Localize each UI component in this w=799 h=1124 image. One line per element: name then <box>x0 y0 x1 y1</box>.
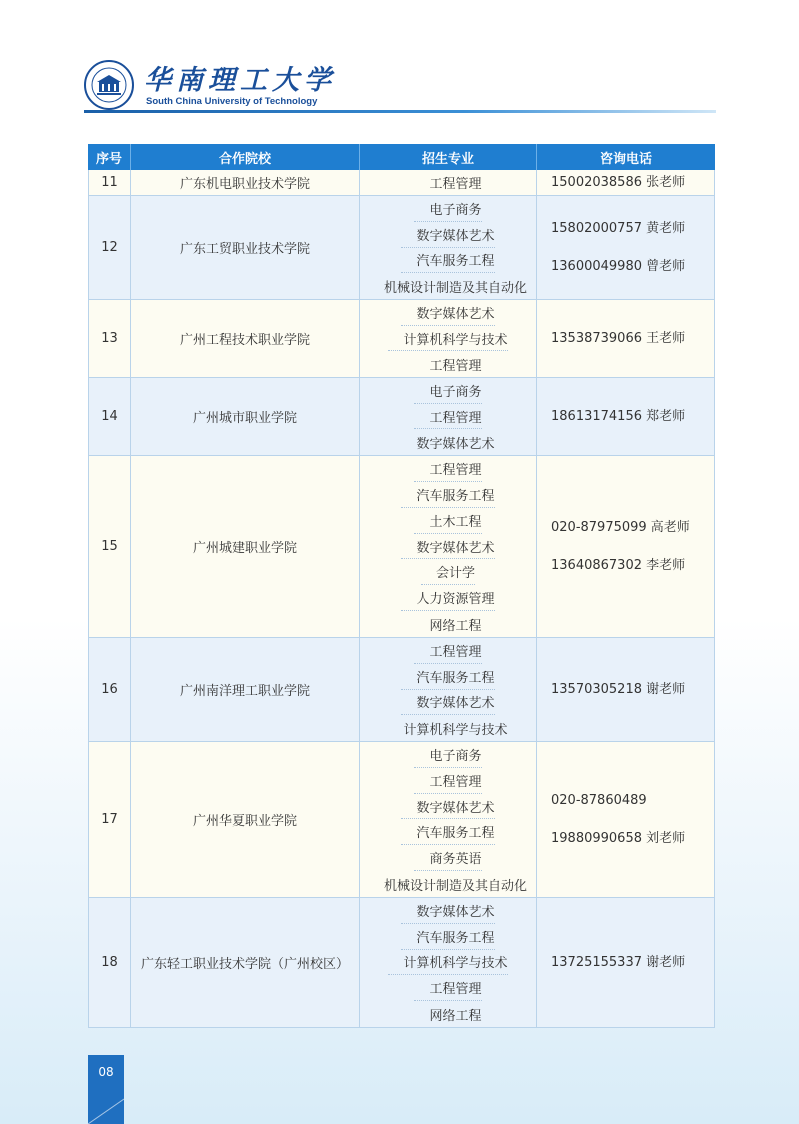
school-name: 广东机电职业技术学院 <box>131 170 360 195</box>
major-item: 数字媒体艺术 <box>401 898 494 924</box>
contact-phones <box>537 378 715 455</box>
major-item: 数字媒体艺术 <box>401 534 494 560</box>
page-number-tab <box>88 1055 124 1124</box>
university-name-cn: 华南理工大学 <box>144 65 336 96</box>
row-number: 17 <box>88 742 131 897</box>
majors-list <box>360 300 537 377</box>
header-majors: 招生专业 <box>360 144 537 170</box>
major-item: 计算机科学与技术 <box>403 722 508 738</box>
table-row <box>88 638 715 742</box>
major-item: 数字媒体艺术 <box>401 300 494 326</box>
major-item: 土木工程 <box>414 508 481 534</box>
major-item: 商务英语 <box>414 845 481 871</box>
phone-contact: 020-87860489 <box>551 792 647 808</box>
majors-list <box>360 638 537 741</box>
row-number: 11 <box>88 170 131 195</box>
header-divider <box>84 110 716 113</box>
school-name: 广州南洋理工职业学院 <box>131 638 360 741</box>
major-item: 数字媒体艺术 <box>401 690 494 716</box>
major-item: 工程管理 <box>429 358 482 374</box>
major-item: 工程管理 <box>414 768 481 794</box>
partner-schools-table <box>88 144 715 1028</box>
table-row <box>88 456 715 638</box>
phone-contact: 18613174156 郑老师 <box>551 408 686 424</box>
phone-contact: 19880990658 刘老师 <box>551 830 686 846</box>
table-row <box>88 742 715 898</box>
major-item: 数字媒体艺术 <box>401 222 494 248</box>
university-seal-icon <box>84 60 134 110</box>
phone-contact: 13725155337 谢老师 <box>551 954 686 970</box>
major-item: 电子商务 <box>414 196 481 222</box>
table-body <box>88 170 715 1028</box>
school-name: 广东工贸职业技术学院 <box>131 196 360 299</box>
major-item: 数字媒体艺术 <box>416 436 495 452</box>
major-item: 汽车服务工程 <box>401 482 494 508</box>
major-item: 会计学 <box>421 559 475 585</box>
major-item: 机械设计制造及其自动化 <box>383 878 527 894</box>
contact-phones <box>537 456 715 637</box>
major-item: 人力资源管理 <box>401 585 494 611</box>
major-item: 网络工程 <box>429 1008 482 1024</box>
header-phone: 咨询电话 <box>599 151 652 167</box>
row-number: 12 <box>88 196 131 299</box>
phone-contact: 13538739066 王老师 <box>551 330 686 346</box>
majors-list <box>360 196 537 299</box>
contact-phones <box>537 300 715 377</box>
table-row <box>88 378 715 456</box>
school-name: 广州城市职业学院 <box>131 378 360 455</box>
major-item: 计算机科学与技术 <box>388 950 507 976</box>
page-corner-decoration <box>88 1089 124 1124</box>
school-name: 广州城建职业学院 <box>131 456 360 637</box>
major-item: 机械设计制造及其自动化 <box>383 280 527 296</box>
page-header <box>84 58 716 114</box>
phone-contact: 13570305218 谢老师 <box>551 681 686 697</box>
phone-contact: 13600049980 曾老师 <box>551 258 686 274</box>
school-name: 广州工程技术职业学院 <box>131 300 360 377</box>
major-item: 工程管理 <box>414 638 481 664</box>
major-item: 网络工程 <box>429 618 482 634</box>
page-number: 08 <box>98 1065 114 1079</box>
phone-contact: 020-87975099 高老师 <box>551 519 690 535</box>
major-item: 数字媒体艺术 <box>401 794 494 820</box>
school-name: 广州华夏职业学院 <box>131 742 360 897</box>
major-item: 计算机科学与技术 <box>388 326 507 352</box>
contact-phones <box>537 170 715 195</box>
phone-contact: 15002038586 张老师 <box>551 174 686 190</box>
major-item: 汽车服务工程 <box>401 248 494 274</box>
university-name-en: South China University of Technology <box>146 96 318 107</box>
phone-contact: 13640867302 李老师 <box>551 557 686 573</box>
major-item: 电子商务 <box>414 378 481 404</box>
row-number: 14 <box>88 378 131 455</box>
majors-list <box>360 456 537 637</box>
major-item: 汽车服务工程 <box>401 819 494 845</box>
row-number: 18 <box>88 898 131 1027</box>
major-item: 电子商务 <box>414 742 481 768</box>
table-row <box>88 300 715 378</box>
majors-list <box>360 378 537 455</box>
majors-list <box>360 898 537 1027</box>
header-no: 序号 <box>88 144 131 170</box>
contact-phones <box>537 742 715 897</box>
majors-list <box>360 170 537 195</box>
row-number: 15 <box>88 456 131 637</box>
major-item: 汽车服务工程 <box>401 664 494 690</box>
row-number: 16 <box>88 638 131 741</box>
table-row <box>88 196 715 300</box>
major-item: 工程管理 <box>414 404 481 430</box>
header-school: 合作院校 <box>131 144 360 170</box>
school-name: 广东轻工职业技术学院（广州校区） <box>131 898 360 1027</box>
row-number: 13 <box>88 300 131 377</box>
contact-phones <box>537 638 715 741</box>
major-item: 工程管理 <box>414 456 481 482</box>
phone-contact: 15802000757 黄老师 <box>551 220 686 236</box>
contact-phones <box>537 196 715 299</box>
major-item: 工程管理 <box>414 975 481 1001</box>
table-row <box>88 170 715 196</box>
majors-list <box>360 742 537 897</box>
major-item: 工程管理 <box>429 177 482 192</box>
table-row <box>88 898 715 1028</box>
major-item: 汽车服务工程 <box>401 924 494 950</box>
contact-phones <box>537 898 715 1027</box>
